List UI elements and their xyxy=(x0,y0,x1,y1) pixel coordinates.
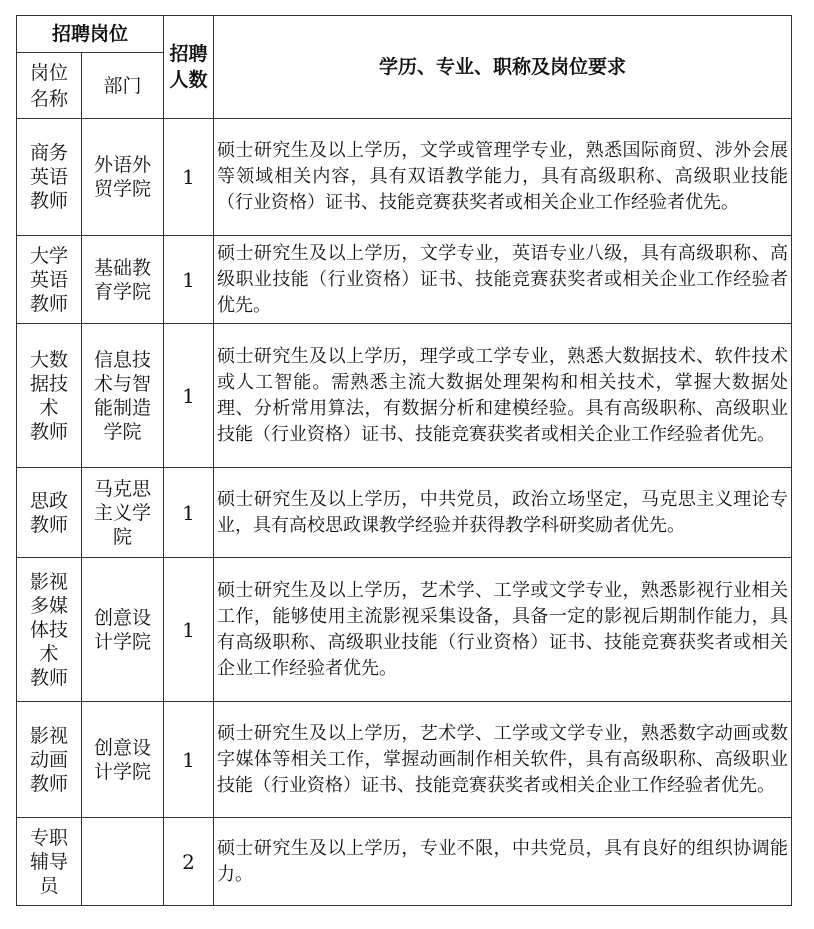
count-cell: 1 xyxy=(164,324,214,468)
requirements-cell: 硕士研究生及以上学历，艺术学、工学或文学专业，熟悉数字动画或数字媒体等相关工作，掌握动画制作相关软件，具有高级职称、高级职业技能（行业资格）证书、技能竞赛获奖者或相关企业工作经验者优先。 xyxy=(214,702,792,818)
department-cell: 创意设 计学院 xyxy=(82,702,164,818)
position-name-cell: 大数 据技 术 教师 xyxy=(17,324,82,468)
table-row xyxy=(17,558,792,702)
table-row xyxy=(17,818,792,906)
header-row-1 xyxy=(17,16,792,53)
department-cell: 创意设 计学院 xyxy=(82,558,164,702)
table-row xyxy=(17,702,792,818)
table-row xyxy=(17,119,792,236)
table-row xyxy=(17,324,792,468)
position-name-cell: 专职 辅导 员 xyxy=(17,818,82,906)
header-position-name-cell: 岗位 名称 xyxy=(17,53,82,119)
table-row xyxy=(17,236,792,324)
requirements-cell: 硕士研究生及以上学历，艺术学、工学或文学专业，熟悉影视行业相关工作，能够使用主流影视采集设备，具备一定的影视后期制作能力，具有高级职称、高级职业技能（行业资格）证书、技能竞赛获奖者或相关企业工作经验者优先。 xyxy=(214,558,792,702)
count-cell: 1 xyxy=(164,236,214,324)
department-cell: 外语外 贸学院 xyxy=(82,119,164,236)
department-cell: 马克思 主义学 院 xyxy=(82,468,164,558)
count-cell: 1 xyxy=(164,468,214,558)
count-cell: 1 xyxy=(164,558,214,702)
position-name-cell: 思政 教师 xyxy=(17,468,82,558)
requirements-cell: 硕士研究生及以上学历，中共党员，政治立场坚定，马克思主义理论专业，具有高校思政课教学经验并获得教学科研奖励者优先。 xyxy=(214,468,792,558)
header-group-cell: 招聘岗位 xyxy=(17,16,164,53)
header-count-cell: 招聘 人数 xyxy=(164,16,214,119)
requirements-cell: 硕士研究生及以上学历，文学专业，英语专业八级，具有高级职称、高级职业技能（行业资格）证书、技能竞赛获奖者或相关企业工作经验者优先。 xyxy=(214,236,792,324)
requirements-cell: 硕士研究生及以上学历，理学或工学专业，熟悉大数据技术、软件技术或人工智能。需熟悉主流大数据处理架构和相关技术，掌握大数据处理、分析常用算法，有数据分析和建模经验。具有高级职称、高级职业技能（行业资格）证书、技能竞赛获奖者或相关企业工作经验者优先。 xyxy=(214,324,792,468)
count-cell: 1 xyxy=(164,702,214,818)
table-row xyxy=(17,468,792,558)
requirements-cell: 硕士研究生及以上学历，专业不限，中共党员，具有良好的组织协调能力。 xyxy=(214,818,792,906)
recruitment-table xyxy=(16,15,792,906)
header-requirements-cell: 学历、专业、职称及岗位要求 xyxy=(214,16,792,119)
department-cell xyxy=(82,818,164,906)
recruitment-table-wrapper xyxy=(16,15,791,906)
count-cell: 1 xyxy=(164,119,214,236)
header-department-cell: 部门 xyxy=(82,53,164,119)
department-cell: 信息技 术与智 能制造 学院 xyxy=(82,324,164,468)
position-name-cell: 影视 多媒 体技 术 教师 xyxy=(17,558,82,702)
position-name-cell: 商务 英语 教师 xyxy=(17,119,82,236)
count-cell: 2 xyxy=(164,818,214,906)
position-name-cell: 大学 英语 教师 xyxy=(17,236,82,324)
position-name-cell: 影视 动画 教师 xyxy=(17,702,82,818)
department-cell: 基础教 育学院 xyxy=(82,236,164,324)
requirements-cell: 硕士研究生及以上学历，文学或管理学专业，熟悉国际商贸、涉外会展等领域相关内容，具有双语教学能力，具有高级职称、高级职业技能（行业资格）证书、技能竞赛获奖者或相关企业工作经验者优先。 xyxy=(214,119,792,236)
